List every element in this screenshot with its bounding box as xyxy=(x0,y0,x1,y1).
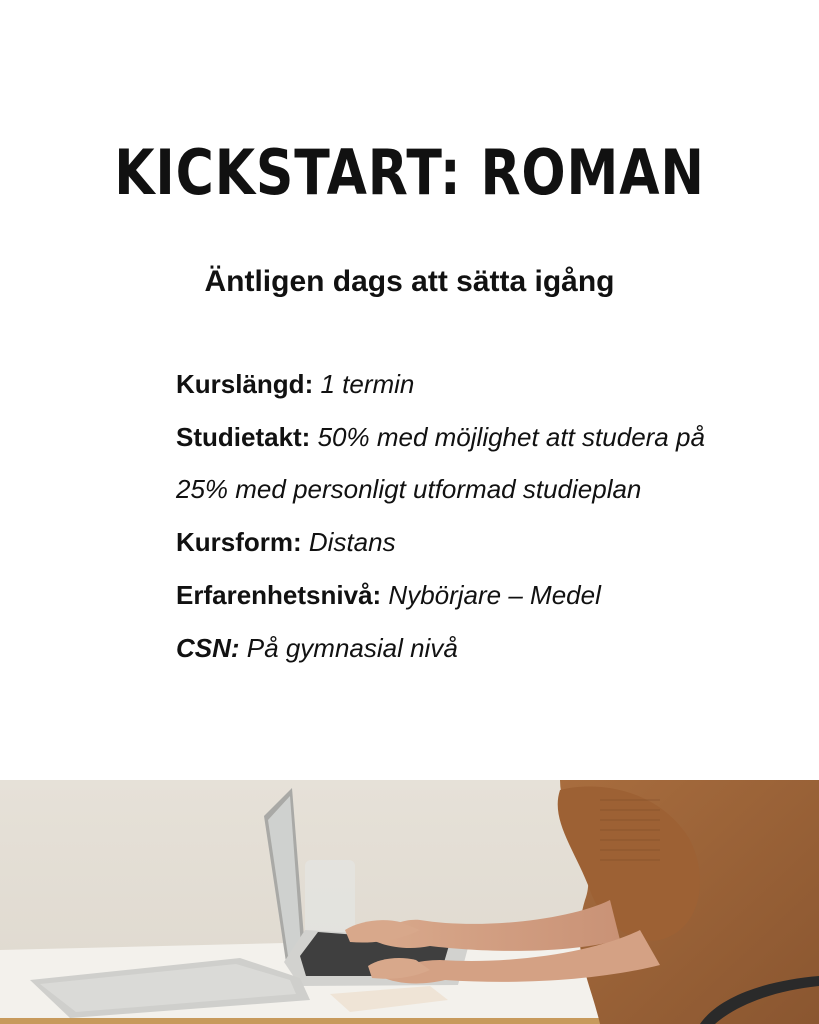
page-subtitle: Äntligen dags att sätta igång xyxy=(204,265,615,298)
fact-label: Studietakt: xyxy=(176,421,311,452)
laptop-typing-photo xyxy=(0,780,819,1024)
fact-csn xyxy=(176,622,736,675)
fact-value: 50% med möjlighet att studera på 25% med personligt utformad studieplan xyxy=(176,421,705,505)
fact-experience-level xyxy=(176,569,736,622)
fact-label: Kurslängd: xyxy=(176,369,314,399)
fact-course-form xyxy=(176,516,736,569)
fact-value: 1 termin xyxy=(320,369,415,399)
fact-value: Nybörjare – Medel xyxy=(388,579,601,610)
fact-value: På gymnasial nivå xyxy=(246,632,458,663)
fact-course-length xyxy=(176,358,736,411)
fact-label: CSN: xyxy=(176,632,240,663)
fact-value: Distans xyxy=(308,527,396,558)
course-facts xyxy=(176,358,736,674)
page-title: KICKSTART: ROMAN xyxy=(114,136,705,209)
photo-illustration xyxy=(0,780,819,1024)
fact-study-pace xyxy=(176,411,736,516)
fact-label: Erfarenhetsnivå: xyxy=(176,579,382,610)
fact-label: Kursform: xyxy=(176,527,302,558)
